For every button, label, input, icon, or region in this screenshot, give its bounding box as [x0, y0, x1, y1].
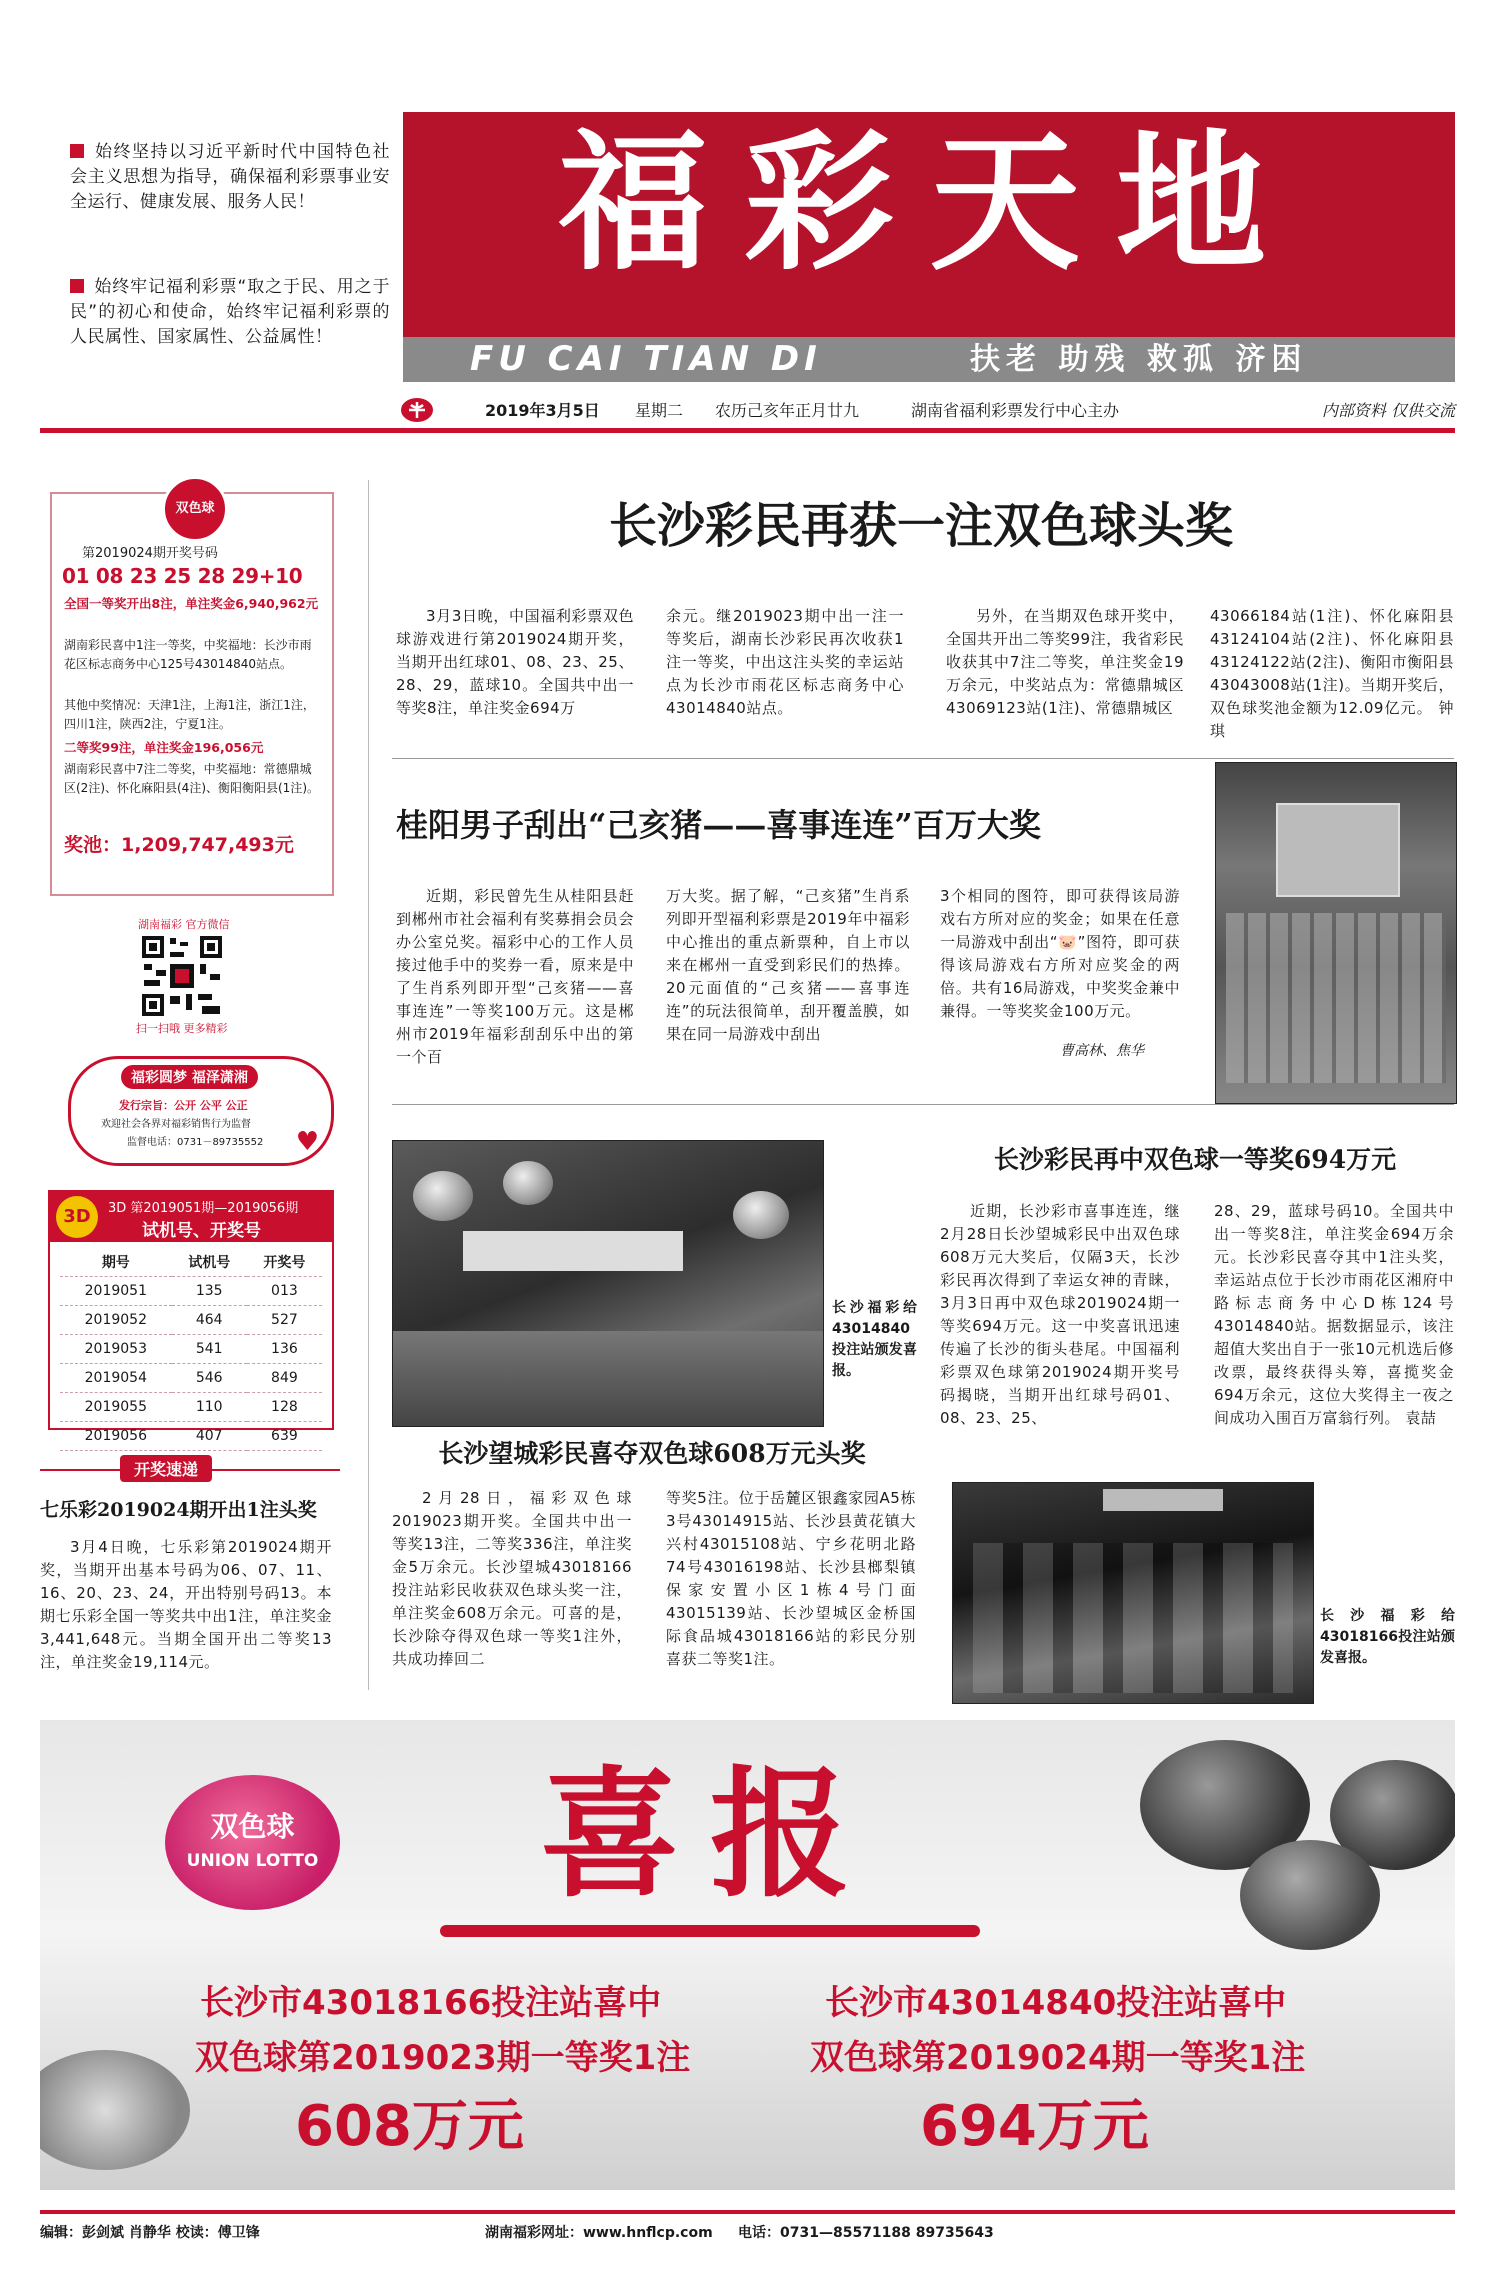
double-color-ball-logo: 双色球: [162, 476, 228, 542]
table-row: 2019055 110 128: [60, 1393, 322, 1422]
article4-col2: 等奖5注。位于岳麓区银鑫家园A5栋3号43014915站、长沙县黄花镇大兴村43015108站、宁乡花明北路74号43016198站、长沙县榔梨镇保家安置小区1栋4号门面43015139站、长沙望城区金桥国际食品城43018166站的彩民分别喜获二等奖1注。: [666, 1489, 916, 1668]
article1-headline: 长沙彩民再获一注双色球头奖: [608, 498, 1233, 554]
table-row: 2019053 541 136: [60, 1335, 322, 1364]
jackpot-pool: 奖池：1,209,747,493元: [64, 834, 294, 856]
badge-phone: 监督电话：0731－89735552: [127, 1137, 264, 1148]
test-table-title-2: 试机号、开奖号: [142, 1221, 261, 1241]
article2-byline: 曹高林、焦华: [1060, 1043, 1144, 1059]
heart-icon: ♥: [295, 1127, 319, 1157]
article2-col3: 3个相同的图符，即可获得该局游戏右方所对应的奖金；如果在任意一局游戏中刮出“🐷”图符，即可获得该局游戏右方所对应奖金的两倍。共有16局游戏，中奖奖金兼中兼得。一等奖奖金100万元。: [940, 887, 1180, 1020]
hunan-first-prize: 湖南彩民喜中1注一等奖，中奖福地：长沙市雨花区标志商务中心125号43014840站点。: [64, 638, 312, 671]
scratch-ticket-photo: [1215, 762, 1457, 1104]
qr-caption-top: 湖南福彩 官方微信: [138, 918, 230, 931]
test-number-table: [60, 1248, 322, 1451]
article2-col1: 近期，彩民曾先生从桂阳县赶到郴州市社会福利有奖募捐会员会办公室兑奖。福彩中心的工作人员接过他手中的奖券一看，原来是中了生肖系列即开型“己亥猪——喜事连连”一等奖100万元。这是郴州市2019年福彩刮刮乐中出的第一个百: [396, 887, 634, 1066]
footer-editors: 编辑：彭剑斌 肖静华 校读：傅卫锋: [40, 2225, 260, 2241]
lottery-station-photo: [952, 1482, 1314, 1704]
drum-decoration: [40, 2050, 190, 2170]
photo2-caption: 长沙福彩给43018166投注站颁发喜报。: [1320, 1608, 1455, 1666]
badge-supervise: 欢迎社会各界对福彩销售行为监督: [101, 1119, 251, 1130]
winning-numbers: 01 08 23 25 28 29+10: [62, 564, 303, 588]
article1-col4: 43066184站(1注)、怀化麻阳县43124104站(2注)、怀化麻阳县43124122站(2注)、衡阳市衡阳县43043008站(1注)。当期开奖后，双色球奖池金额为12.09亿元。 钟琪: [1210, 607, 1454, 740]
draw-result-box: [50, 492, 334, 896]
section-rule: [392, 758, 1454, 759]
union-lotto-logo-en: UNION LOTTO: [186, 1851, 319, 1871]
express-body: 3月4日晚，七乐彩第2019024期开奖，当期开出基本号码为06、07、11、16、20、23、24，开出特别号码13。本期七乐彩全国一等奖共中出1注，单注奖金3,441,648元。当期全国开出二等奖13注，单注奖金19,114元。: [40, 1538, 332, 1671]
test-number-table-box: [48, 1190, 334, 1444]
banner-flourish: [440, 1925, 980, 1937]
table-row: 2019052 464 527: [60, 1306, 322, 1335]
lunar-date: 农历己亥年正月廿九: [715, 401, 860, 420]
lantern-decoration: [1240, 1840, 1380, 1950]
award-ceremony-photo: [392, 1140, 824, 1427]
dateline: [403, 398, 1455, 424]
hunan-second-prize: 湖南彩民喜中7注二等奖，中奖福地：常德鼎城区(2注)、怀化麻阳县(4注)、衡阳衡阳县(1注)。: [64, 762, 319, 795]
table-header-row: 期号 试机号 开奖号: [60, 1248, 322, 1277]
first-prize-info: 全国一等奖开出8注，单注奖金6,940,962元: [64, 596, 319, 611]
masthead-title: 福彩天地: [557, 115, 1302, 291]
issue-date: 2019年3月5日: [485, 401, 600, 420]
badge-heading: 福彩圆梦 福泽潇湘: [121, 1065, 258, 1089]
issue-weekday: 星期二: [635, 401, 684, 420]
article1-col3: 另外，在当期双色球开奖中，全国共开出二等奖99注，我省彩民收获其中7注二等奖，单注奖金19万余元，中奖站点为：常德鼎城区43069123站(1注)、常德鼎城区: [946, 607, 1184, 717]
test-table-title-1: 3D 第2019051期—2019056期: [108, 1201, 299, 1216]
article4-col1: 2月28日，福彩双色球2019023期开奖。全国共中出一等奖13注，二等奖336注，单注奖金5万余元。长沙望城43018166投注站彩民收获双色球头奖一注，单注奖金608万余元。可喜的是，长沙除夺得双色球一等奖1注外，共成功捧回二: [392, 1489, 632, 1668]
second-prize-info: 二等奖99注，单注奖金196,056元: [64, 740, 264, 755]
table-row: 2019051 135 013: [60, 1277, 322, 1306]
footer-rule: [40, 2210, 1455, 2214]
article1-col1: 3月3日晚，中国福利彩票双色球游戏进行第2019024期开奖，当期开出红球01、08、23、25、28、29，蓝球10。全国共中出一等奖8注，单注奖金694万: [396, 607, 634, 717]
photo1-caption: 长沙福彩给43014840投注站颁发喜报。: [832, 1300, 917, 1379]
banner-left-line2: 双色球第2019023期一等奖1注: [195, 2038, 691, 2078]
internal-note: 内部资料 仅供交流: [1321, 401, 1455, 420]
celebration-banner: [40, 1720, 1455, 2190]
masthead-rule: [40, 428, 1455, 433]
banner-right-amount: 694万元: [920, 2094, 1149, 2159]
masthead-pinyin: FU CAI TIAN DI: [470, 339, 822, 379]
table-row: 2019056 407 639: [60, 1422, 322, 1451]
express-tag: 开奖速递: [120, 1455, 212, 1482]
column-divider: [368, 480, 369, 1690]
article3-col2: 28、29，蓝球号码10。全国共中出一等奖8注，单注奖金694万余元。长沙彩民喜夺其中1注头奖，幸运站点位于长沙市雨花区湘府中路标志商务中心D栋124号43014840站。据数据显示，该注超值大奖出自于一张10元机选后修改票，最终获得头筹，喜揽奖金694万余元，这位大奖得主一夜之间成功入围百万富翁行列。 袁喆: [1214, 1202, 1454, 1427]
article3-headline: 长沙彩民再中双色球一等奖694万元: [993, 1145, 1397, 1174]
article2-col2: 万大奖。据了解，“己亥猪”生肖系列即开型福利彩票是2019年中福彩中心推出的重点新票种，自上市以来在郴州一直受到彩民们的热捧。20元面值的“己亥猪——喜事连连”的玩法很简单，刮开覆盖膜，如果在同一局游戏中刮出: [666, 887, 910, 1043]
union-lotto-logo: [165, 1775, 340, 1910]
bullet-icon: [70, 144, 84, 158]
badge-principle: 发行宗旨：公开 公平 公正: [119, 1099, 248, 1112]
mission-statement-2: 始终牢记福利彩票“取之于民、用之于民”的初心和使命，始终牢记福利彩票的人民属性、国家属性、公益属性！: [70, 277, 390, 347]
mission-statement-1: 始终坚持以习近平新时代中国特色社会主义思想为指导，确保福利彩票事业安全运行、健康发展、服务人民！: [70, 142, 390, 212]
other-first-prize: 其他中奖情况：天津1注，上海1注，浙江1注，四川1注，陕西2注，宁夏1注。: [64, 698, 315, 731]
sponsor: 湖南省福利彩票发行中心主办: [911, 401, 1120, 420]
masthead-slogan: 扶老 助残 救孤 济困: [970, 342, 1308, 377]
footer-site: 湖南福彩网址：www.hnflcp.com: [485, 2225, 713, 2241]
article4-headline: 长沙望城彩民喜夺双色球608万元头奖: [438, 1439, 866, 1468]
article1-col2: 余元。继2019023期中出一注一等奖后，湖南长沙彩民再次收获1注一等奖，中出这注头奖的幸运站点为长沙市雨花区标志商务中心43014840站点。: [666, 607, 904, 717]
qr-code-icon: [140, 934, 224, 1018]
article2-headline: 桂阳男子刮出“己亥猪——喜事连连”百万大奖: [396, 806, 1041, 844]
union-lotto-logo-cn: 双色球: [210, 1810, 295, 1843]
qr-caption-bottom: 扫一扫哦 更多精彩: [136, 1022, 228, 1035]
banner-left-amount: 608万元: [295, 2094, 524, 2159]
section-rule: [392, 1104, 1454, 1105]
supervision-badge: [68, 1056, 334, 1166]
3d-logo: 3D: [56, 1196, 98, 1238]
table-row: 2019054 546 849: [60, 1364, 322, 1393]
bullet-icon: [70, 279, 84, 293]
banner-right-line2: 双色球第2019024期一等奖1注: [810, 2038, 1306, 2078]
banner-title: 喜报: [539, 1753, 880, 1917]
footer-phone: 电话：0731—85571188 89735643: [738, 2225, 994, 2241]
banner-left-line1: 长沙市43018166投注站喜中: [200, 1983, 662, 2023]
article3-col1: 近期，长沙彩市喜事连连，继2月28日长沙望城彩民中出双色球608万元大奖后，仅隔3天，长沙彩民再次得到了幸运女神的青睐，3月3日再中双色球2019024期一等奖694万元。这一中奖喜讯迅速传遍了长沙的街头巷尾。中国福利彩票双色球第2019024期开奖号码揭晓，当期开出红球号码01、08、23、25、: [940, 1202, 1180, 1427]
banner-right-line1: 长沙市43014840投注站喜中: [825, 1983, 1287, 2023]
draw-issue: 第2019024期开奖号码: [82, 546, 218, 561]
express-headline: 七乐彩2019024期开出1注头奖: [40, 1499, 317, 1521]
